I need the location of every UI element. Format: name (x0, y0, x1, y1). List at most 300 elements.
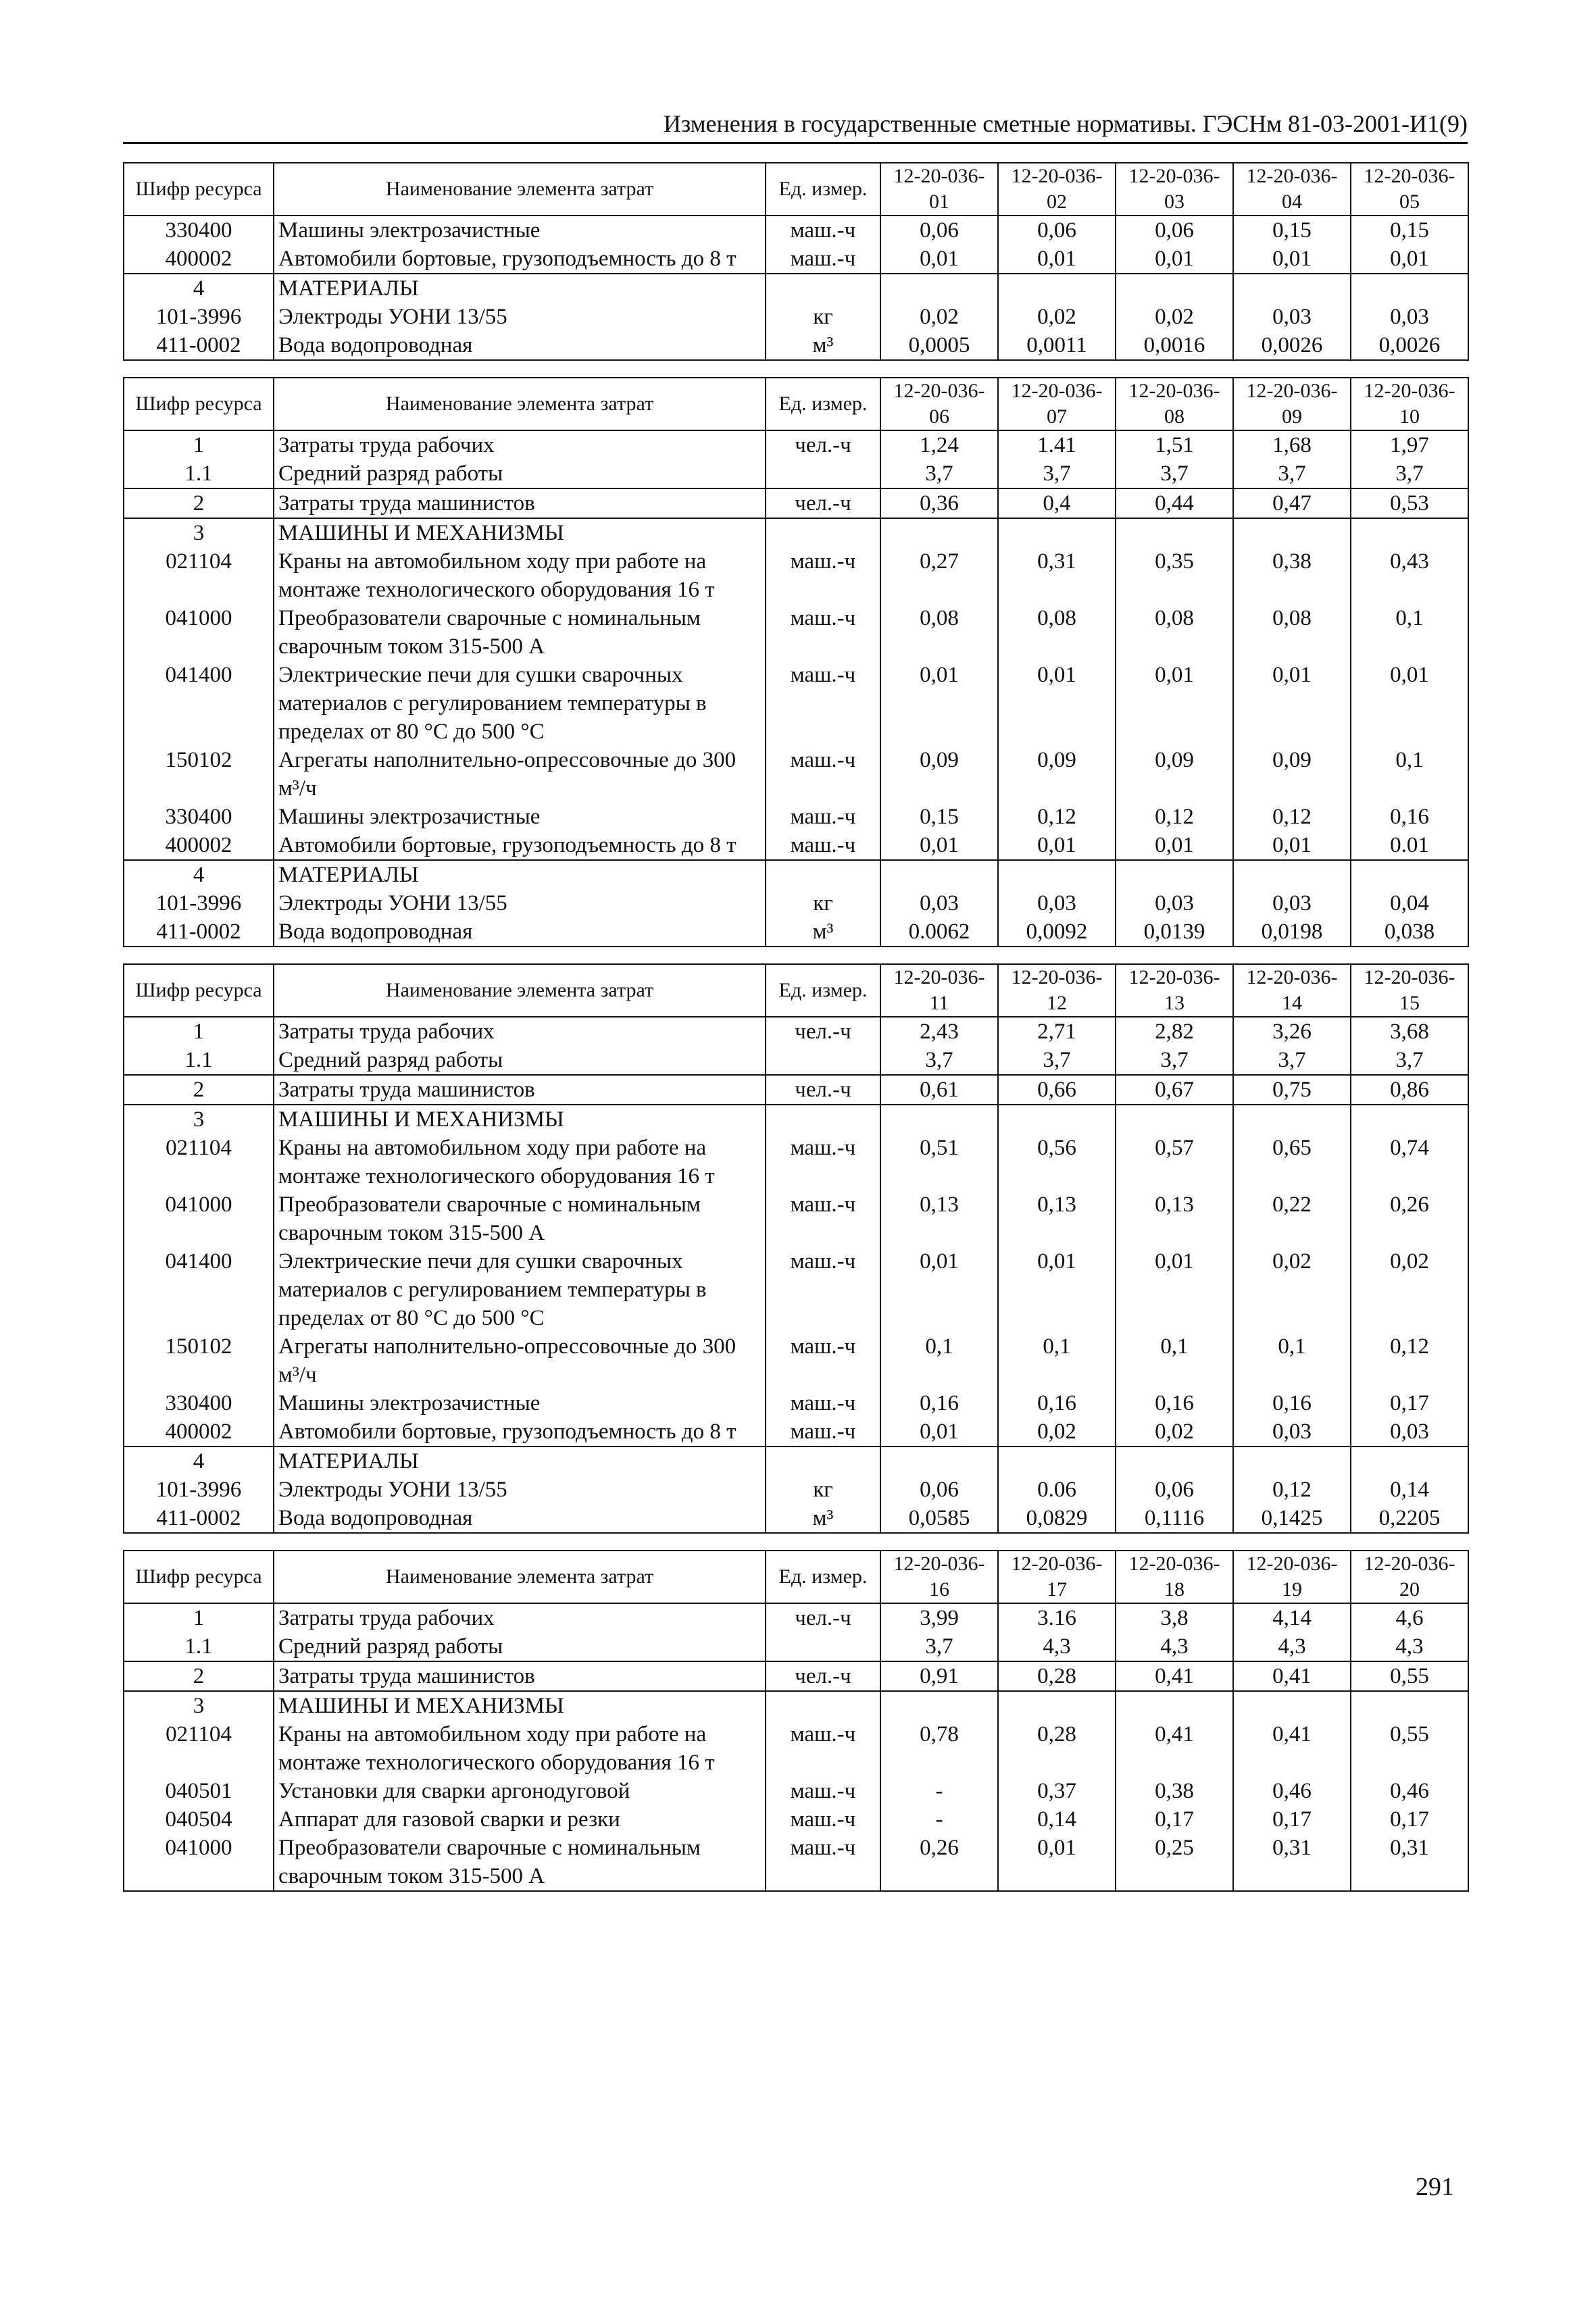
resource-code: 150102 (124, 746, 274, 803)
value-cell: 0,15 (880, 803, 998, 831)
value-cell (1233, 860, 1351, 889)
value-cell: 0,0829 (998, 1504, 1116, 1533)
value-cell (1233, 1105, 1351, 1134)
unit-cell: кг (766, 1476, 880, 1504)
resource-name: Электрические печи для сушки сварочных материалов с регулированием температуры в пределах от 80 °С до 500 °С (274, 1247, 766, 1332)
value-cell: 0,56 (998, 1134, 1116, 1190)
value-cell: 0,03 (1233, 889, 1351, 917)
resource-name: МАШИНЫ И МЕХАНИЗМЫ (274, 1691, 766, 1720)
value-cell: 0,16 (1233, 1389, 1351, 1417)
value-cell: 0,37 (998, 1777, 1116, 1805)
resource-name: Средний разряд работы (274, 1632, 766, 1661)
value-cell (1116, 274, 1233, 303)
unit-cell: маш.-ч (766, 1805, 880, 1834)
resource-name: Электроды УОНИ 13/55 (274, 1476, 766, 1504)
value-cell: 4,3 (998, 1632, 1116, 1661)
resource-code: 400002 (124, 245, 274, 274)
resource-code: 1.1 (124, 1046, 274, 1075)
resource-code: 040501 (124, 1777, 274, 1805)
unit-cell: маш.-ч (766, 831, 880, 860)
resource-name: Краны на автомобильном ходу при работе на монтаже технологического оборудования 16 т (274, 1134, 766, 1190)
value-cell (998, 274, 1116, 303)
resource-name: Аппарат для газовой сварки и резки (274, 1805, 766, 1834)
header-norm-code: 12-20-036-16 (880, 1551, 998, 1603)
value-cell: 0,22 (1233, 1190, 1351, 1247)
value-cell: 3,7 (1233, 1046, 1351, 1075)
unit-cell: м³ (766, 917, 880, 947)
table-row (124, 1332, 1468, 1389)
value-cell: - (880, 1777, 998, 1805)
value-cell: 0,02 (998, 1417, 1116, 1447)
resource-name: Автомобили бортовые, грузоподъемность до 8 т (274, 1417, 766, 1447)
value-cell: 0,01 (1351, 245, 1468, 274)
value-cell: 3,7 (1351, 459, 1468, 488)
resource-code: 400002 (124, 831, 274, 860)
value-cell: 0,41 (1233, 1720, 1351, 1777)
value-cell: 0,51 (880, 1134, 998, 1190)
section-row (124, 1447, 1468, 1476)
value-cell: 4,3 (1116, 1632, 1233, 1661)
unit-cell: маш.-ч (766, 1777, 880, 1805)
table-row (124, 1504, 1468, 1533)
unit-cell: чел.-ч (766, 1017, 880, 1046)
value-cell: 0,31 (1351, 1834, 1468, 1891)
value-cell: 0,1116 (1116, 1504, 1233, 1533)
resource-table (123, 963, 1469, 1534)
resource-name: Вода водопроводная (274, 331, 766, 360)
value-cell: 0,01 (998, 1247, 1116, 1332)
value-cell: 0,1 (1351, 604, 1468, 661)
value-cell: 0,09 (880, 746, 998, 803)
resource-name: Средний разряд работы (274, 459, 766, 488)
resource-name: Электрические печи для сушки сварочных материалов с регулированием температуры в пределах от 80 °С до 500 °С (274, 661, 766, 746)
value-cell: 0,12 (1116, 803, 1233, 831)
unit-cell: маш.-ч (766, 1389, 880, 1417)
table-header-row (124, 163, 1468, 216)
value-cell: 0,03 (1233, 303, 1351, 331)
value-cell: 0,01 (880, 831, 998, 860)
resource-code: 330400 (124, 1389, 274, 1417)
value-cell: 0,06 (880, 1476, 998, 1504)
value-cell: 0,26 (1351, 1190, 1468, 1247)
table-row (124, 488, 1468, 518)
table-row (124, 889, 1468, 917)
value-cell: 0,27 (880, 547, 998, 604)
header-norm-code: 12-20-036-13 (1116, 964, 1233, 1017)
header-norm-code: 12-20-036-14 (1233, 964, 1351, 1017)
header-code: Шифр ресурса (124, 964, 274, 1017)
value-cell: 0,03 (1351, 303, 1468, 331)
value-cell: 0,41 (1116, 1720, 1233, 1777)
resource-code: 041000 (124, 604, 274, 661)
value-cell: 0,31 (1233, 1834, 1351, 1891)
resource-table (123, 162, 1469, 361)
table-row (124, 1720, 1468, 1777)
page-number: 291 (1416, 2173, 1454, 2201)
value-cell (1351, 1447, 1468, 1476)
value-cell (998, 1447, 1116, 1476)
unit-cell: чел.-ч (766, 430, 880, 459)
resource-name: Затраты труда рабочих (274, 1603, 766, 1632)
value-cell: 0,13 (1116, 1190, 1233, 1247)
table-row (124, 1805, 1468, 1834)
value-cell (998, 1691, 1116, 1720)
unit-cell: маш.-ч (766, 1247, 880, 1332)
resource-code: 041400 (124, 1247, 274, 1332)
value-cell: 3,7 (998, 459, 1116, 488)
value-cell: 0,0005 (880, 331, 998, 360)
value-cell: 0,01 (880, 661, 998, 746)
value-cell: 0,08 (880, 604, 998, 661)
unit-cell: чел.-ч (766, 1661, 880, 1691)
resource-code: 4 (124, 860, 274, 889)
resource-code: 1 (124, 430, 274, 459)
unit-cell: кг (766, 889, 880, 917)
table-header-row (124, 964, 1468, 1017)
resource-name: Краны на автомобильном ходу при работе на монтаже технологического оборудования 16 т (274, 1720, 766, 1777)
resource-code: 4 (124, 274, 274, 303)
header-norm-code: 12-20-036-06 (880, 378, 998, 430)
value-cell: 0,03 (1351, 1417, 1468, 1447)
value-cell: 0,1 (1233, 1332, 1351, 1389)
resource-code: 040504 (124, 1805, 274, 1834)
value-cell: 0,17 (1233, 1805, 1351, 1834)
resource-code: 411-0002 (124, 917, 274, 947)
value-cell: 0,06 (998, 216, 1116, 245)
resource-name: Агрегаты наполнительно-опрессовочные до 300 м³/ч (274, 746, 766, 803)
value-cell: - (880, 1805, 998, 1834)
value-cell: 0,01 (998, 661, 1116, 746)
value-cell: 0,09 (998, 746, 1116, 803)
unit-cell (766, 1632, 880, 1661)
value-cell: 2,71 (998, 1017, 1116, 1046)
table-row (124, 430, 1468, 459)
value-cell: 1,24 (880, 430, 998, 459)
unit-cell (766, 459, 880, 488)
value-cell: 0,17 (1116, 1805, 1233, 1834)
value-cell: 0,02 (998, 303, 1116, 331)
header-unit: Ед. измер. (766, 1551, 880, 1603)
table-row (124, 1017, 1468, 1046)
value-cell (1351, 1105, 1468, 1134)
value-cell: 0,01 (1233, 245, 1351, 274)
value-cell (880, 860, 998, 889)
value-cell: 0,53 (1351, 488, 1468, 518)
value-cell: 0,0139 (1116, 917, 1233, 947)
value-cell: 0,01 (880, 1247, 998, 1332)
value-cell: 0,03 (1233, 1417, 1351, 1447)
resource-code: 3 (124, 518, 274, 547)
unit-cell: маш.-ч (766, 1332, 880, 1389)
resource-code: 2 (124, 1075, 274, 1105)
value-cell: 0,01 (1116, 661, 1233, 746)
value-cell: 0,0198 (1233, 917, 1351, 947)
value-cell: 0,67 (1116, 1075, 1233, 1105)
header-norm-code: 12-20-036-18 (1116, 1551, 1233, 1603)
value-cell: 4,3 (1351, 1632, 1468, 1661)
header-norm-code: 12-20-036-02 (998, 163, 1116, 216)
table-row (124, 661, 1468, 746)
unit-cell: маш.-ч (766, 746, 880, 803)
resource-name: Преобразователи сварочные с номинальным сварочным током 315-500 А (274, 1190, 766, 1247)
value-cell: 0,01 (1233, 831, 1351, 860)
value-cell (880, 1105, 998, 1134)
value-cell: 0,01 (998, 245, 1116, 274)
value-cell: 1,51 (1116, 430, 1233, 459)
header-norm-code: 12-20-036-09 (1233, 378, 1351, 430)
value-cell: 3,7 (880, 1632, 998, 1661)
value-cell: 0,02 (1116, 1417, 1233, 1447)
value-cell: 0,2205 (1351, 1504, 1468, 1533)
value-cell: 0,47 (1233, 488, 1351, 518)
unit-cell: маш.-ч (766, 604, 880, 661)
value-cell (880, 1447, 998, 1476)
resource-name: Автомобили бортовые, грузоподъемность до 8 т (274, 245, 766, 274)
value-cell (1233, 518, 1351, 547)
resource-code: 1 (124, 1603, 274, 1632)
header-name: Наименование элемента затрат (274, 964, 766, 1017)
value-cell: 0,65 (1233, 1134, 1351, 1190)
resource-name: Затраты труда машинистов (274, 1075, 766, 1105)
value-cell: 0,01 (998, 1834, 1116, 1891)
value-cell: 0,43 (1351, 547, 1468, 604)
unit-cell: маш.-ч (766, 803, 880, 831)
value-cell: 0,86 (1351, 1075, 1468, 1105)
value-cell: 0,66 (998, 1075, 1116, 1105)
header-norm-code: 12-20-036-17 (998, 1551, 1116, 1603)
value-cell: 0,02 (1116, 303, 1233, 331)
value-cell: 0,06 (1116, 216, 1233, 245)
value-cell (1116, 1105, 1233, 1134)
unit-cell (766, 860, 880, 889)
value-cell: 0,12 (1233, 803, 1351, 831)
resource-name: Преобразователи сварочные с номинальным сварочным током 315-500 А (274, 1834, 766, 1891)
value-cell: 0,74 (1351, 1134, 1468, 1190)
value-cell: 0,06 (1116, 1476, 1233, 1504)
value-cell: 4,14 (1233, 1603, 1351, 1632)
value-cell: 0,1 (1116, 1332, 1233, 1389)
resource-table (123, 377, 1469, 947)
value-cell: 0,0026 (1233, 331, 1351, 360)
value-cell: 0,01 (1116, 245, 1233, 274)
resource-code: 041000 (124, 1834, 274, 1891)
header-norm-code: 12-20-036-08 (1116, 378, 1233, 430)
value-cell: 0,91 (880, 1661, 998, 1691)
value-cell: 3,99 (880, 1603, 998, 1632)
value-cell: 0,35 (1116, 547, 1233, 604)
value-cell: 0,16 (1116, 1389, 1233, 1417)
value-cell: 0,0016 (1116, 331, 1233, 360)
header-title: Изменения в государственные сметные нормативы. ГЭСНм 81-03-2001-И1(9) (664, 110, 1468, 137)
header-unit: Ед. измер. (766, 378, 880, 430)
value-cell: 3,8 (1116, 1603, 1233, 1632)
value-cell: 0,26 (880, 1834, 998, 1891)
unit-cell: м³ (766, 1504, 880, 1533)
value-cell: 3,7 (1233, 459, 1351, 488)
value-cell (998, 518, 1116, 547)
resource-code: 101-3996 (124, 303, 274, 331)
unit-cell: маш.-ч (766, 1834, 880, 1891)
value-cell: 0,1425 (1233, 1504, 1351, 1533)
table-row (124, 547, 1468, 604)
value-cell (998, 860, 1116, 889)
resource-name: Затраты труда рабочих (274, 430, 766, 459)
value-cell (1233, 274, 1351, 303)
resource-name: Автомобили бортовые, грузоподъемность до 8 т (274, 831, 766, 860)
value-cell: 4,6 (1351, 1603, 1468, 1632)
value-cell: 4,3 (1233, 1632, 1351, 1661)
value-cell: 0,36 (880, 488, 998, 518)
table-row (124, 459, 1468, 488)
value-cell: 3,68 (1351, 1017, 1468, 1046)
resource-code: 1.1 (124, 459, 274, 488)
value-cell: 0,08 (1233, 604, 1351, 661)
resource-name: Краны на автомобильном ходу при работе на монтаже технологического оборудования 16 т (274, 547, 766, 604)
value-cell: 0,01 (1233, 661, 1351, 746)
value-cell (1351, 518, 1468, 547)
section-row (124, 860, 1468, 889)
resource-name: Затраты труда машинистов (274, 1661, 766, 1691)
value-cell: 0,03 (998, 889, 1116, 917)
table-row (124, 1417, 1468, 1447)
header-code: Шифр ресурса (124, 163, 274, 216)
resource-tables (123, 162, 1468, 1908)
table-row (124, 1632, 1468, 1661)
unit-cell (766, 274, 880, 303)
value-cell: 3,7 (998, 1046, 1116, 1075)
table-row (124, 1476, 1468, 1504)
unit-cell: чел.-ч (766, 1075, 880, 1105)
value-cell: 0,46 (1233, 1777, 1351, 1805)
value-cell: 0,01 (880, 245, 998, 274)
table-row (124, 831, 1468, 860)
table-header-row (124, 378, 1468, 430)
section-row (124, 1691, 1468, 1720)
unit-cell: маш.-ч (766, 661, 880, 746)
value-cell: 0,17 (1351, 1389, 1468, 1417)
resource-name: Преобразователи сварочные с номинальным сварочным током 315-500 А (274, 604, 766, 661)
unit-cell: кг (766, 303, 880, 331)
value-cell: 0,04 (1351, 889, 1468, 917)
value-cell: 0,03 (880, 889, 998, 917)
resource-code: 1 (124, 1017, 274, 1046)
value-cell: 0,02 (1351, 1247, 1468, 1332)
resource-code: 021104 (124, 1134, 274, 1190)
resource-code: 4 (124, 1447, 274, 1476)
resource-code: 150102 (124, 1332, 274, 1389)
value-cell: 0,06 (880, 216, 998, 245)
value-cell: 0,16 (880, 1389, 998, 1417)
value-cell (1233, 1691, 1351, 1720)
table-row (124, 746, 1468, 803)
value-cell: 0,14 (1351, 1476, 1468, 1504)
resource-code: 3 (124, 1691, 274, 1720)
section-row (124, 1105, 1468, 1134)
value-cell: 1,68 (1233, 430, 1351, 459)
value-cell: 0,17 (1351, 1805, 1468, 1834)
value-cell (1351, 1691, 1468, 1720)
resource-code: 101-3996 (124, 889, 274, 917)
value-cell: 0,0026 (1351, 331, 1468, 360)
resource-code: 101-3996 (124, 1476, 274, 1504)
unit-cell (766, 1447, 880, 1476)
table-row (124, 1661, 1468, 1691)
resource-code: 2 (124, 1661, 274, 1691)
resource-name: МАШИНЫ И МЕХАНИЗМЫ (274, 1105, 766, 1134)
table-row (124, 604, 1468, 661)
page-header (123, 108, 1468, 144)
value-cell: 0,55 (1351, 1720, 1468, 1777)
header-norm-code: 12-20-036-03 (1116, 163, 1233, 216)
value-cell: 3.16 (998, 1603, 1116, 1632)
unit-cell: маш.-ч (766, 1190, 880, 1247)
table-row (124, 1134, 1468, 1190)
value-cell: 0,12 (998, 803, 1116, 831)
value-cell: 0,75 (1233, 1075, 1351, 1105)
resource-name: Электроды УОНИ 13/55 (274, 303, 766, 331)
unit-cell (766, 1105, 880, 1134)
value-cell (998, 1105, 1116, 1134)
unit-cell: чел.-ч (766, 1603, 880, 1632)
value-cell: 0,01 (880, 1417, 998, 1447)
value-cell: 3,7 (880, 1046, 998, 1075)
header-norm-code: 12-20-036-11 (880, 964, 998, 1017)
value-cell: 0,09 (1233, 746, 1351, 803)
value-cell: 0,61 (880, 1075, 998, 1105)
table-header-row (124, 1551, 1468, 1603)
resource-code: 411-0002 (124, 1504, 274, 1533)
value-cell: 3,7 (1116, 1046, 1233, 1075)
resource-name: Затраты труда машинистов (274, 488, 766, 518)
header-name: Наименование элемента затрат (274, 163, 766, 216)
resource-name: МАТЕРИАЛЫ (274, 860, 766, 889)
header-code: Шифр ресурса (124, 1551, 274, 1603)
table-row (124, 303, 1468, 331)
table-row (124, 331, 1468, 360)
value-cell: 0,4 (998, 488, 1116, 518)
value-cell: 0,16 (998, 1389, 1116, 1417)
resource-code: 400002 (124, 1417, 274, 1447)
section-row (124, 274, 1468, 303)
value-cell: 0,41 (1116, 1661, 1233, 1691)
resource-code: 021104 (124, 1720, 274, 1777)
resource-name: Машины электрозачистные (274, 216, 766, 245)
table-row (124, 1389, 1468, 1417)
resource-name: Установки для сварки аргонодуговой (274, 1777, 766, 1805)
unit-cell: маш.-ч (766, 1720, 880, 1777)
header-unit: Ед. измер. (766, 163, 880, 216)
value-cell: 0,1 (880, 1332, 998, 1389)
table-row (124, 1247, 1468, 1332)
value-cell: 0.06 (998, 1476, 1116, 1504)
resource-name: МАТЕРИАЛЫ (274, 1447, 766, 1476)
resource-code: 3 (124, 1105, 274, 1134)
value-cell: 0,01 (1116, 831, 1233, 860)
value-cell: 0,41 (1233, 1661, 1351, 1691)
resource-code: 1.1 (124, 1632, 274, 1661)
resource-name: Затраты труда рабочих (274, 1017, 766, 1046)
value-cell: 3,26 (1233, 1017, 1351, 1046)
resource-name: Электроды УОНИ 13/55 (274, 889, 766, 917)
header-norm-code: 12-20-036-15 (1351, 964, 1468, 1017)
value-cell (1116, 1447, 1233, 1476)
value-cell: 0,16 (1351, 803, 1468, 831)
value-cell: 0,01 (1351, 661, 1468, 746)
value-cell: 0,01 (1116, 1247, 1233, 1332)
value-cell (1351, 860, 1468, 889)
value-cell: 0,08 (998, 604, 1116, 661)
value-cell: 3,7 (880, 459, 998, 488)
